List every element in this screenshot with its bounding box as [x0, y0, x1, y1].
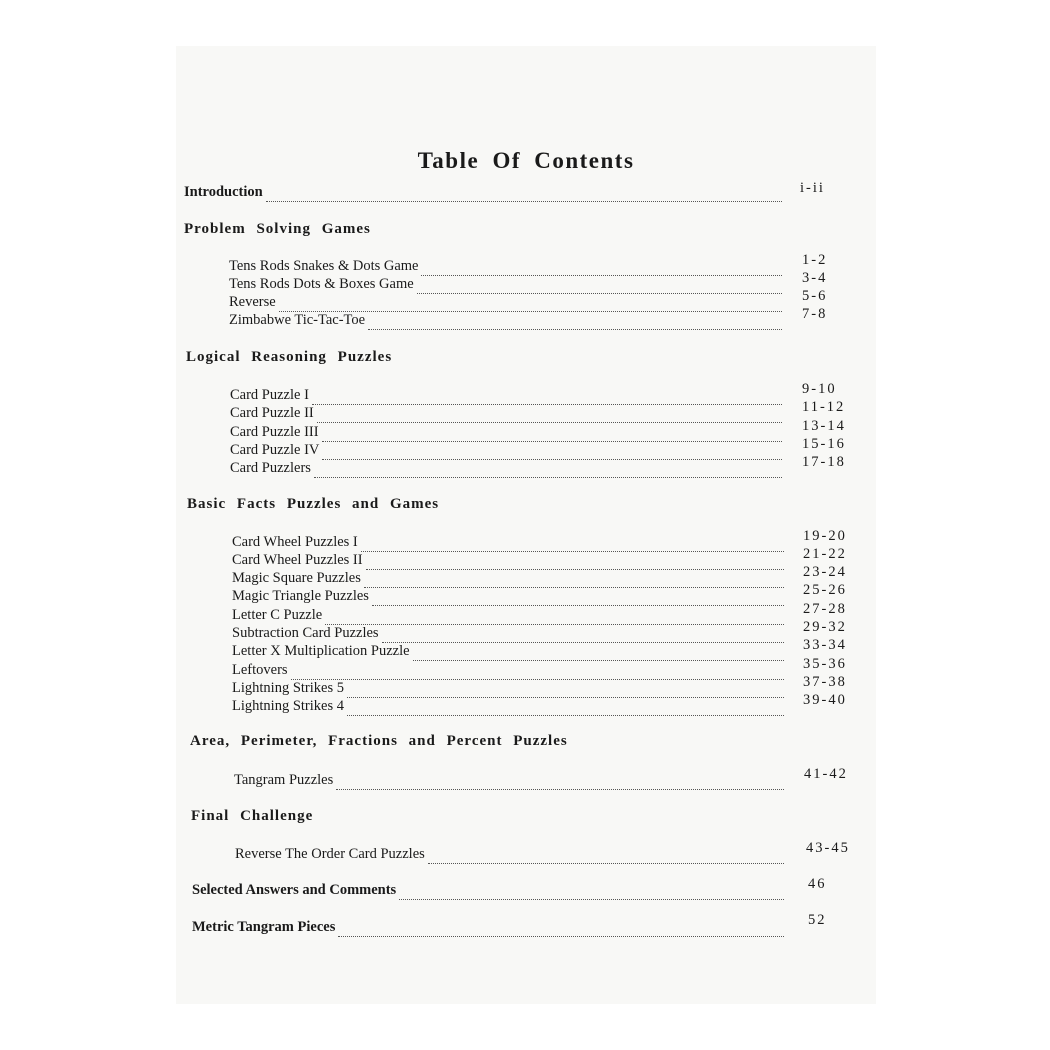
page-title: Table Of Contents [417, 148, 635, 173]
toc-entry-page: 35-36 [803, 656, 847, 672]
toc-entry-page: 33-34 [803, 637, 847, 653]
dot-leader [314, 463, 782, 478]
toc-entry-page: 21-22 [803, 546, 847, 562]
dot-leader [317, 408, 782, 423]
dot-leader [368, 315, 782, 330]
toc-entry-page: 43-45 [806, 840, 850, 856]
toc-entry-page: 9-10 [802, 381, 837, 397]
dot-leader [338, 922, 784, 937]
toc-entry-page: 7-8 [802, 306, 828, 322]
toc-entry: Letter C Puzzle [232, 607, 788, 624]
toc-entry-metric-tangram: Metric Tangram Pieces [192, 919, 788, 936]
toc-entry-page: 11-12 [802, 399, 846, 415]
toc-entry-page: 37-38 [803, 674, 847, 690]
dot-leader [322, 445, 782, 460]
document-page [176, 46, 876, 1004]
dot-leader [372, 591, 784, 606]
section-heading: Logical Reasoning Puzzles [186, 349, 393, 365]
toc-entry-page: 41-42 [804, 766, 848, 782]
toc-entry-page: 5-6 [802, 288, 828, 304]
dot-leader [382, 628, 784, 643]
toc-entry-page: 15-16 [802, 436, 846, 452]
toc-entry-page: 1-2 [802, 252, 828, 268]
toc-entry: Zimbabwe Tic-Tac-Toe [229, 312, 786, 329]
toc-entry: Leftovers [232, 662, 788, 679]
section-heading: Area, Perimeter, Fractions and Percent Puzzles [190, 733, 568, 749]
dot-leader [417, 279, 782, 294]
toc-entry: Card Puzzle IV [230, 442, 786, 459]
toc-entry-page: 13-14 [802, 418, 846, 434]
dot-leader [347, 683, 784, 698]
toc-entry: Card Puzzle I [230, 387, 786, 404]
dot-leader [428, 849, 784, 864]
toc-entry-page: 52 [808, 912, 827, 928]
dot-leader [421, 261, 782, 276]
dot-leader [399, 885, 784, 900]
toc-entry-page: i-ii [800, 180, 825, 196]
toc-entry: Card Puzzle II [230, 405, 786, 422]
dot-leader [279, 297, 782, 312]
toc-entry-page: 29-32 [803, 619, 847, 635]
toc-entry: Reverse The Order Card Puzzles [235, 846, 788, 863]
toc-entry: Magic Triangle Puzzles [232, 588, 788, 605]
toc-entry: Reverse [229, 294, 786, 311]
toc-entry: Card Wheel Puzzles II [232, 552, 788, 569]
dot-leader [266, 187, 782, 202]
toc-entry: Card Puzzle III [230, 424, 786, 441]
toc-entry: Magic Square Puzzles [232, 570, 788, 587]
dot-leader [322, 427, 782, 442]
section-heading: Basic Facts Puzzles and Games [187, 496, 440, 512]
toc-entry-label: Introduction [184, 184, 263, 200]
toc-entry: Tens Rods Dots & Boxes Game [229, 276, 786, 293]
toc-entry: Lightning Strikes 5 [232, 680, 788, 697]
dot-leader [312, 390, 782, 405]
toc-entry: Letter X Multiplication Puzzle [232, 643, 788, 660]
toc-entry: Tangram Puzzles [234, 772, 788, 789]
toc-entry: Subtraction Card Puzzles [232, 625, 788, 642]
toc-entry-page: 17-18 [802, 454, 846, 470]
toc-entry: Lightning Strikes 4 [232, 698, 788, 715]
toc-entry: Card Wheel Puzzles I [232, 534, 788, 551]
dot-leader [366, 555, 784, 570]
toc-entry-introduction [184, 184, 786, 201]
toc-entry-page: 19-20 [803, 528, 847, 544]
toc-entry-selected-answers: Selected Answers and Comments [192, 882, 788, 899]
toc-entry: Tens Rods Snakes & Dots Game [229, 258, 786, 275]
dot-leader [325, 610, 784, 625]
dot-leader [361, 537, 784, 552]
toc-entry-page: 46 [808, 876, 827, 892]
dot-leader [336, 775, 784, 790]
toc-entry-page: 25-26 [803, 582, 847, 598]
toc-entry-page: 39-40 [803, 692, 847, 708]
dot-leader [413, 646, 784, 661]
dot-leader [291, 665, 784, 680]
dot-leader [364, 573, 784, 588]
toc-entry: Card Puzzlers [230, 460, 786, 477]
dot-leader [347, 701, 784, 716]
toc-entry-page: 23-24 [803, 564, 847, 580]
section-heading: Final Challenge [191, 808, 314, 824]
section-heading: Problem Solving Games [184, 221, 371, 237]
toc-entry-page: 3-4 [802, 270, 828, 286]
toc-entry-page: 27-28 [803, 601, 847, 617]
